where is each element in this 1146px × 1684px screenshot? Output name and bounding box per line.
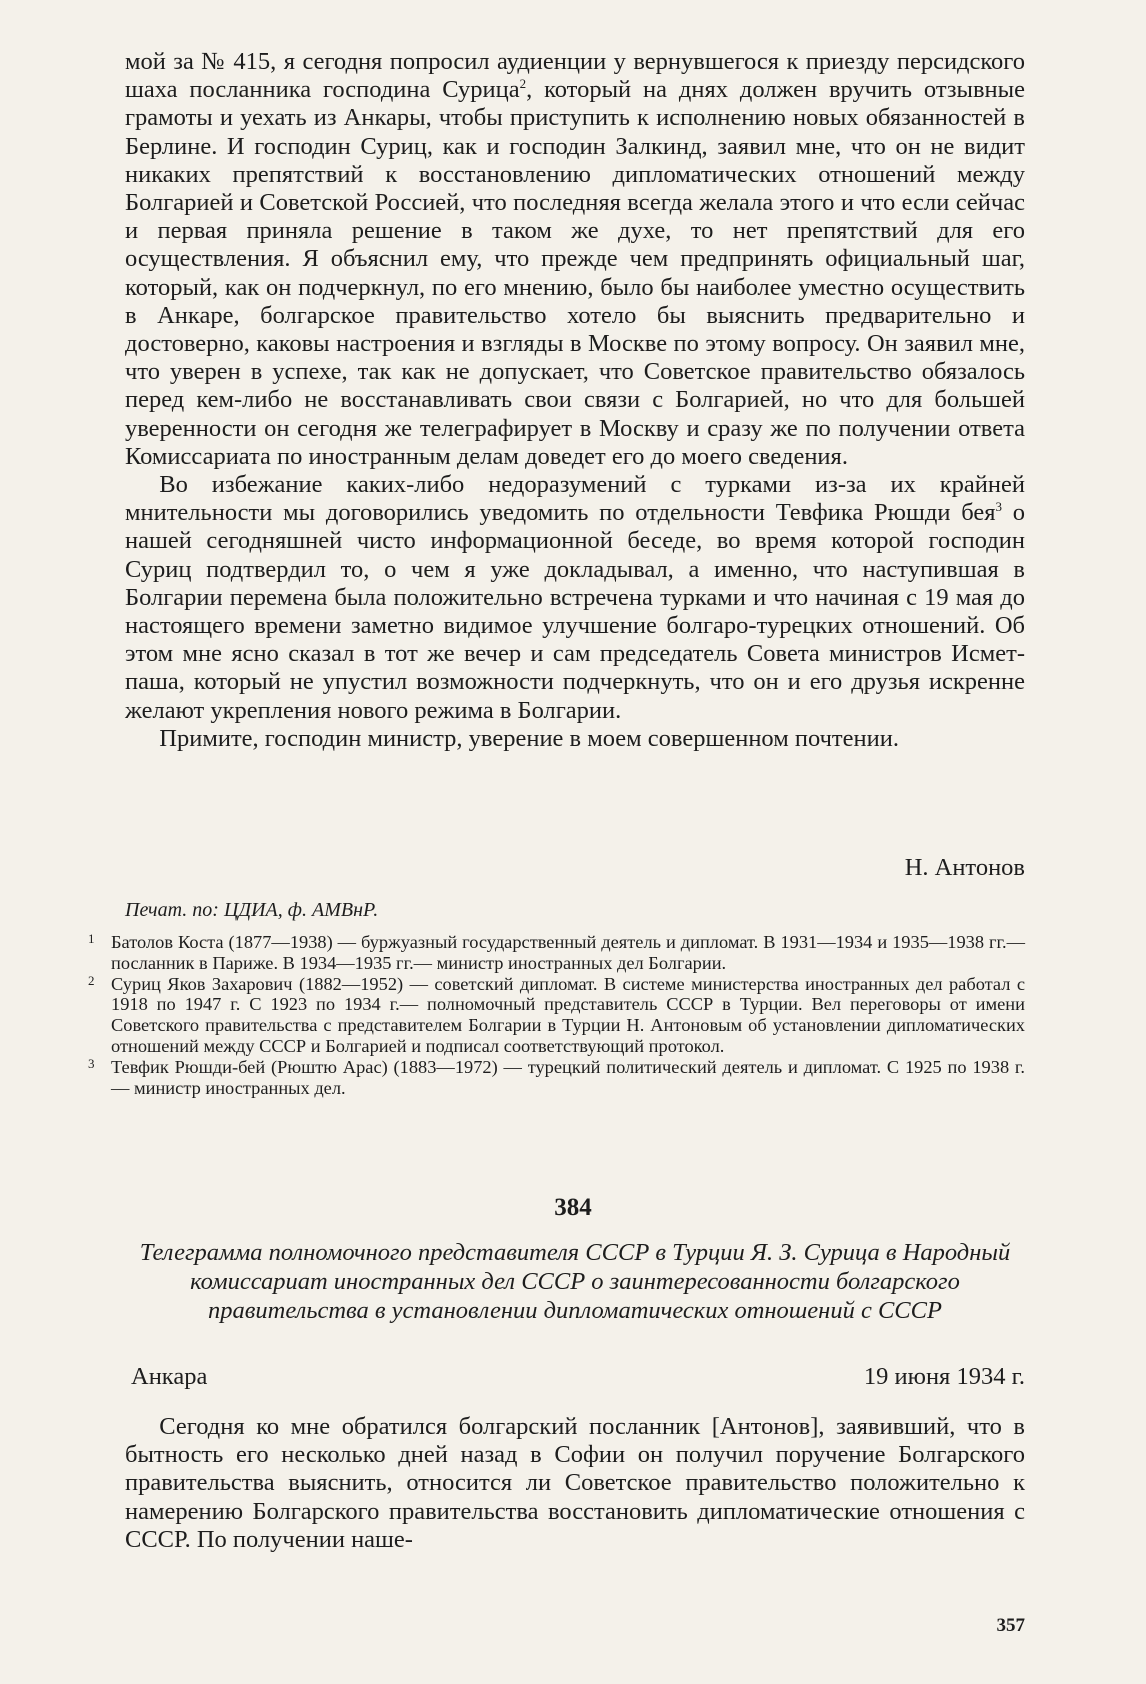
- paragraph-3: Примите, господин министр, уверение в моем совершенном почтении.: [159, 724, 899, 752]
- footnote-number: 3: [88, 1055, 95, 1071]
- footnote-number: 2: [88, 972, 95, 988]
- paragraph-2: Во избежание каких-либо недоразумений с турками из-за их крайней мнительности мы договорились уведомить по отдельности Тевфика Рюшди бея$^3$ о нашей сегодняшней чисто информационной беседе, во время которой господин Суриц подтвердил то, о чем я уже докладывал, а именно, что наступившая в Болгарии перемена была положительно встречена турками и что начиная с 19 мая до настоящего времени заметно видимое улучшение болгаро-турецких отношений. Об этом мне ясно сказал в тот же вечер и сам председатель Совета министров Исмет-паша, который не упустил возможности подчеркнуть, что он и его друзья искренне желают укрепления нового режима в Болгарии.: [125, 471, 1025, 724]
- telegram-body: [125, 1413, 1025, 1554]
- signature: Н. Антонов: [904, 854, 1025, 881]
- footnote-ref-2: 2: [519, 76, 527, 92]
- footnote-number: 1: [88, 931, 95, 946]
- footnote-3: [88, 1057, 1025, 1099]
- continuation-paragraph: мой за № 415, я сегодня попросил аудиенции у вернувшегося к приезду персидского шаха посланника господина Сурица$^2$, который на днях должен вручить отзывные грамоты и уехать из Анкары, чтобы приступить к исполнению новых обязанностей в Берлине. И господин Суриц, как и господин Залкинд, заявил мне, что он не видит никаких препятствий к восстановлению дипломатических отношений между Болгарией и Советской Россией, что последняя всегда желала этого и что если сейчас и первая приняла решение в таком же духе, то нет препятствий для его осуществления. Я объяснил ему, что прежде чем предпринять официальный шаг, который, как он подчеркнул, по его мнению, было бы наиболее уместно осуществить в Анкаре, болгарское правительство хотело бы выяснить предварительно и достоверно, каковы настроения и взгляды в Москве по этому вопросу. Он заявил мне, что уверен в успехе, так как не допускает, что Советское правительство обязалось перед кем-либо не восстанавливать свои связи с Болгарией, но что для большей уверенности он сегодня же телеграфирует в Москву и сразу же по получении ответа Комиссариата по иностранным делам доведет его до моего сведения.: [125, 48, 1025, 470]
- footnote-ref-3: 3: [995, 499, 1002, 515]
- telegram-paragraph-1: Сегодня ко мне обратился болгарский посланник [Антонов], заявивший, что в бытность его несколько дней назад в Софии он получил поручение Болгарского правительства выяснить, относится ли Советское правительство положительно к намерению Болгарского правительства восстановить дипломатические отношения с СССР. По получении наше-: [125, 1413, 1025, 1553]
- page-number: 357: [996, 1615, 1025, 1636]
- document-number: 384: [554, 1194, 592, 1221]
- source-citation: Печат. по: ЦДИА, ф. АМВнР.: [125, 899, 379, 921]
- footnote-text: Суриц Яков Захарович (1882—1952) — советский дипломат. В системе министерства иностранных дел работал с 1918 по 1947 г. С 1923 по 1934 г.— полномочный представитель СССР в Турции. Вел переговоры от имени Советского правительства с представителем Болгарии в Турции Н. Антоновым об установлении дипломатических отношений между СССР и Болгарией и подписал соответствующий протокол.: [111, 973, 1025, 1056]
- footnote-text: Тевфик Рюшди-бей (Рюштю Арас) (1883—1972) — турецкий политический деятель и дипломат. С 1925 по 1938 г.— министр иностранных дел.: [111, 1056, 1025, 1098]
- footnotes: [88, 932, 1025, 1098]
- letter-body: [125, 48, 1025, 753]
- place: Анкара: [131, 1363, 208, 1390]
- footnote-2: [88, 974, 1025, 1057]
- footnote-text: Батолов Коста (1877—1938) — буржуазный государственный деятель и дипломат. В 1931—1934 и 1935—1938 гг.— посланник в Париже. В 1934—1935 гг.— министр иностранных дел Болгарии.: [111, 932, 1025, 973]
- date: 19 июня 1934 г.: [863, 1363, 1025, 1390]
- footnote-1: [88, 932, 1025, 974]
- document-title: Телеграмма полномочного представителя СССР в Турции Я. З. Сурица в Народный комиссариат иностранных дел СССР о заинтересованности болгарского правительства в установлении дипломатических отношений с СССР: [139, 1239, 1011, 1324]
